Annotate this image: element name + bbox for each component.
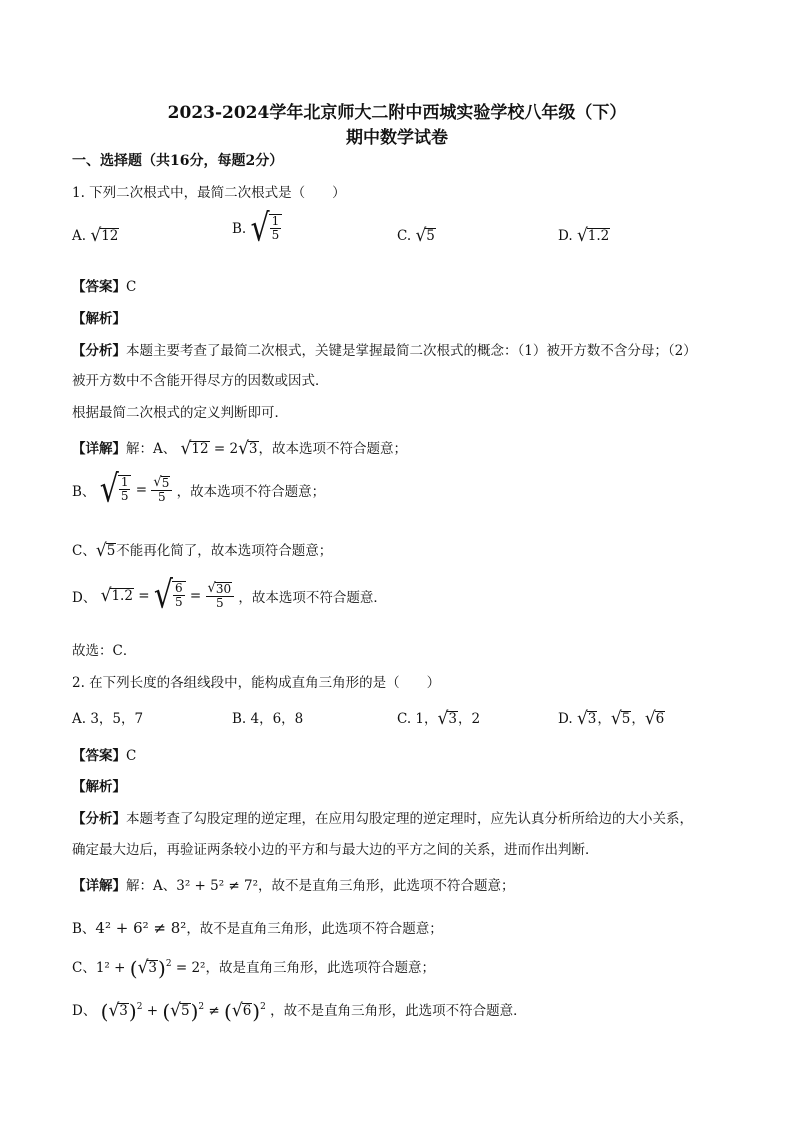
- q2-detail-a: 【详解】解：A、3² + 5² ≠ 7²，故不是直角三角形，此选项不符合题意；: [72, 878, 515, 894]
- question-2-stem: 2. 在下列长度的各组线段中，能构成直角三角形的是（ ）: [72, 675, 441, 691]
- q1-analysis-tag: 【解析】: [72, 311, 126, 327]
- q2-answer: 【答案】C: [72, 748, 137, 764]
- q1-fenxi-line1: 【分析】本题主要考查了最简二次根式，关键是掌握最简二次根式的概念：（1）被开方数不含分母；（2）: [72, 343, 697, 359]
- q1-conclusion: 故选：C．: [72, 643, 137, 659]
- q2-fenxi-line1: 【分析】本题考查了勾股定理的逆定理，在应用勾股定理的逆定理时，应先认真分析所给边的大小关系，: [72, 811, 693, 827]
- q1-detail-b: B、 √ $\frac{1}{5}$ = √ 5 5 ，故本选项不符合题意；: [72, 467, 326, 512]
- q2-detail-d: D、 ( √ 3 )$^2$ + ( √ 5 )$^2$ ≠ ( √ 6 )$^2$ ，故不是直角三角形，此选项不符合题意．: [72, 999, 527, 1024]
- sqrt-symbol: √ $\frac{1}{5}$: [251, 214, 283, 244]
- q2-option-b: B. 4，6，8: [232, 711, 304, 727]
- q2-detail-b: B、4² + 6² ≠ 8²，故不是直角三角形，此选项不符合题意；: [72, 919, 443, 937]
- q2-detail-c: C、1² + ( √ 3 )$^2$ = 2²，故是直角三角形，此选项符合题意；: [72, 956, 435, 981]
- sqrt-symbol: √ 5: [415, 225, 435, 247]
- q1-option-c: C. √ 5: [397, 225, 435, 247]
- q1-detail-a: 【详解】解：A、 √ 12 = 2 √ 3 ，故本选项不符合题意；: [72, 438, 408, 460]
- page-subtitle: 期中数学试卷: [346, 128, 448, 148]
- q1-answer: 【答案】C: [72, 279, 137, 295]
- sqrt-symbol: √ 12: [90, 225, 119, 247]
- q2-option-a: A. 3，5，7: [72, 711, 144, 727]
- q2-fenxi-line2: 确定最大边后，再验证两条较小边的平方和与最大边的平方之间的关系，进而作出判断．: [72, 842, 599, 858]
- q1-option-d: D. √ 1.2: [558, 225, 610, 247]
- question-1-stem: 1. 下列二次根式中，最简二次根式是（ ）: [72, 185, 346, 201]
- q1-option-b: B. √ $\frac{1}{5}$: [232, 214, 282, 244]
- section-heading: 一、选择题（共16分，每题2分）: [72, 153, 284, 169]
- q2-option-c: C. 1， √ 3 ，2: [397, 708, 481, 730]
- page-title: 2023-2024学年北京师大二附中西城实验学校八年级（下）: [167, 103, 627, 123]
- q1-option-a: A. √ 12: [72, 225, 119, 247]
- q2-analysis-tag: 【解析】: [72, 779, 126, 795]
- q1-detail-c: C、 √ 5 不能再化简了，故本选项符合题意；: [72, 540, 333, 562]
- q1-fenxi-line3: 根据最简二次根式的定义判断即可．: [72, 405, 288, 421]
- q1-detail-d: D、 √ 1.2 = √ $\frac{6}{5}$ = √ 30 5 ，故本选项不符合题意．: [72, 573, 387, 618]
- q2-option-d: D. √ 3 ， √ 5 ， √ 6: [558, 708, 665, 730]
- sqrt-symbol: √ 1.2: [576, 225, 610, 247]
- q1-fenxi-line2: 被开方数中不含能开得尽方的因数或因式．: [72, 373, 329, 389]
